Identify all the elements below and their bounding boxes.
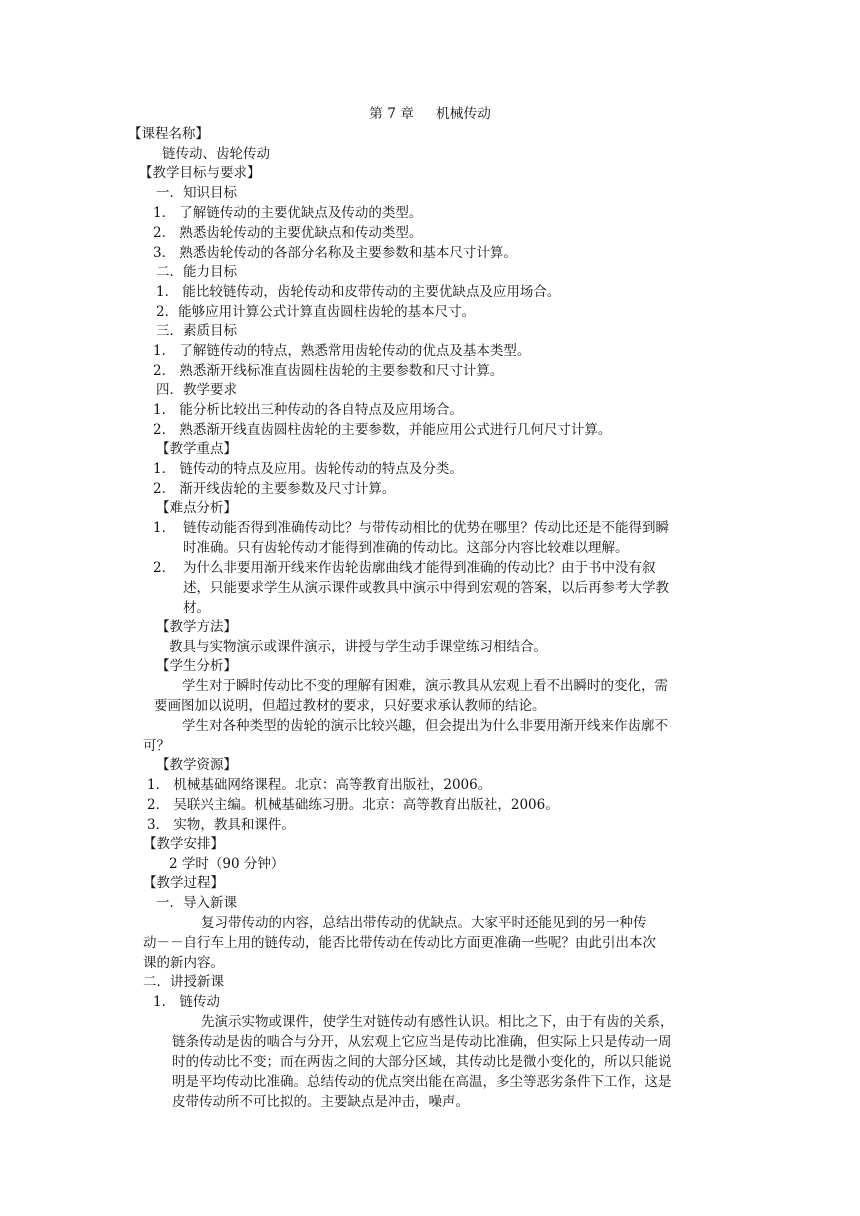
knowledge-title: 一．知识目标 xyxy=(156,185,237,201)
difficulty-item-line: 述，只能要求学生从演示课件或教具中演示中得到宏观的答案，以后再参考大学教 xyxy=(183,580,669,596)
difficulties-header: 【难点分析】 xyxy=(156,500,237,516)
resources-item: 3． 实物，教具和课件。 xyxy=(147,817,295,833)
chain-drive-title: 1． 链传动 xyxy=(153,994,220,1010)
student-analysis-line: 要画图加以说明，但超过教材的要求，只好要求承认教师的结论。 xyxy=(154,698,546,714)
difficulty-item-number: 1． xyxy=(153,520,176,536)
chain-drive-line: 链条传动是齿的啮合与分开，从宏观上它应当是传动比准确，但实际上只是传动一周 xyxy=(172,1034,672,1050)
resources-item: 2． 吴联兴主编。机械基础练习册。北京：高等教育出版社，2006。 xyxy=(147,797,559,813)
methods-header: 【教学方法】 xyxy=(156,619,237,635)
difficulty-item-line: 材。 xyxy=(183,600,210,616)
quality-item: 1． 了解链传动的特点，熟悉常用齿轮传动的优点及基本类型。 xyxy=(153,343,531,359)
resources-item: 1． 机械基础网络课程。北京：高等教育出版社，2006。 xyxy=(147,777,492,793)
student-analysis-header: 【学生分析】 xyxy=(156,658,237,674)
difficulty-item-line: 时准确。只有齿轮传动才能得到准确的传动比。这部分内容比较难以理解。 xyxy=(183,540,629,556)
ability-item: 1． 能比较链传动，齿轮传动和皮带传动的主要优缺点及应用场合。 xyxy=(156,284,561,300)
knowledge-item: 1． 了解链传动的主要优缺点及传动的类型。 xyxy=(153,205,423,221)
resources-header: 【教学资源】 xyxy=(156,757,237,773)
student-analysis-line: 学生对各种类型的齿轮的演示比较兴趣，但会提出为什么非要用渐开线来作齿廓不 xyxy=(182,718,668,734)
schedule-header: 【教学安排】 xyxy=(143,836,224,852)
requirements-item: 2． 熟悉渐开线直齿圆柱齿轮的主要参数，并能应用公式进行几何尺寸计算。 xyxy=(153,422,612,438)
chapter-title xyxy=(0,104,860,124)
chapter-number: 第 7 章 xyxy=(369,106,414,122)
requirements-item: 1． 能分析比较出三种传动的各自特点及应用场合。 xyxy=(153,402,463,418)
requirements-title: 四．教学要求 xyxy=(156,382,237,398)
chain-drive-line: 先演示实物或课件，使学生对链传动有感性认识。相比之下，由于有齿的关系， xyxy=(201,1014,674,1030)
difficulty-item-number: 2． xyxy=(153,560,176,576)
intro-line: 动－－自行车上用的链传动，能否比带传动在传动比方面更准确一些呢？由此引出本次 xyxy=(143,935,656,951)
intro-line: 复习带传动的内容，总结出带传动的优缺点。大家平时还能见到的另一种传 xyxy=(201,915,647,931)
knowledge-item: 2． 熟悉齿轮传动的主要优缺点和传动类型。 xyxy=(153,225,423,241)
chain-drive-line: 明是平均传动比准确。总结传动的优点突出能在高温，多尘等恶劣条件下工作，这是 xyxy=(172,1074,672,1090)
intro-title: 一．导入新课 xyxy=(156,895,237,911)
chapter-name: 机械传动 xyxy=(436,106,491,122)
difficulty-item-line: 链传动能否得到准确传动比？与带传动相比的优势在哪里？传动比还是不能得到瞬 xyxy=(183,520,669,536)
difficulty-item-line: 为什么非要用渐开线来作齿轮齿廓曲线才能得到准确的传动比？由于书中没有叙 xyxy=(183,560,656,576)
schedule-text: 2 学时（90 分钟） xyxy=(169,856,285,872)
key-points-header: 【教学重点】 xyxy=(156,441,237,457)
intro-line: 课的新内容。 xyxy=(143,955,224,971)
quality-title: 三．素质目标 xyxy=(156,323,237,339)
student-analysis-line: 学生对于瞬时传动比不变的理解有困难，演示教具从宏观上看不出瞬时的变化，需 xyxy=(182,678,668,694)
chain-drive-line: 皮带传动所不可比拟的。主要缺点是冲击，噪声。 xyxy=(172,1094,469,1110)
ability-title: 二．能力目标 xyxy=(156,264,237,280)
course-name-header: 【课程名称】 xyxy=(128,126,209,142)
student-analysis-line: 可？ xyxy=(143,738,170,754)
process-header: 【教学过程】 xyxy=(143,875,224,891)
key-points-item: 2． 渐开线齿轮的主要参数及尺寸计算。 xyxy=(153,481,396,497)
chain-drive-line: 时的传动比不变；而在两齿之间的大部分区域，其传动比是微小变化的，所以只能说 xyxy=(172,1054,672,1070)
knowledge-item: 3． 熟悉齿轮传动的各部分名称及主要参数和基本尺寸计算。 xyxy=(153,245,517,261)
course-name-value: 链传动、齿轮传动 xyxy=(162,146,270,162)
quality-item: 2． 熟悉渐开线标准直齿圆柱齿轮的主要参数和尺寸计算。 xyxy=(153,363,504,379)
ability-item: 2．能够应用计算公式计算直齿圆柱齿轮的基本尺寸。 xyxy=(156,304,476,320)
methods-text: 教具与实物演示或课件演示，讲授与学生动手课堂练习相结合。 xyxy=(169,639,547,655)
objectives-header: 【教学目标与要求】 xyxy=(139,165,261,181)
new-lesson-title: 二．讲授新课 xyxy=(143,974,224,990)
key-points-item: 1． 链传动的特点及应用。齿轮传动的特点及分类。 xyxy=(153,461,463,477)
